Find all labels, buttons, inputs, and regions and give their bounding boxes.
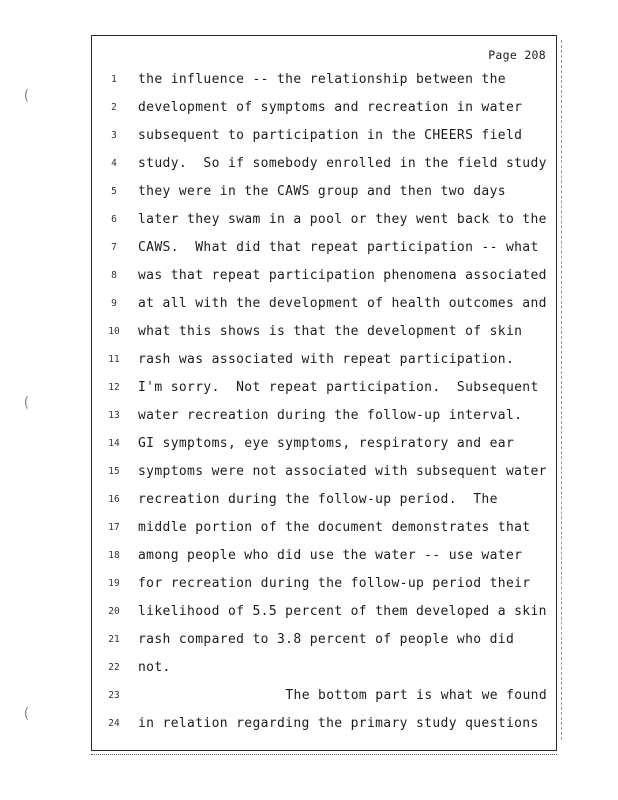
punch-hole-mark: ( <box>22 706 31 722</box>
line-text: they were in the CAWS group and then two days <box>138 184 506 199</box>
line-text: among people who did use the water -- use water <box>138 548 523 563</box>
line-number: 24 <box>108 718 120 729</box>
line-text: rash compared to 3.8 percent of people who did <box>138 632 515 647</box>
line-text: GI symptoms, eye symptoms, respiratory and ear <box>138 436 515 451</box>
punch-hole-mark: ( <box>22 395 31 411</box>
line-number: 20 <box>108 606 120 617</box>
line-number: 5 <box>111 186 117 197</box>
line-text: recreation during the follow-up period. The <box>138 492 498 507</box>
line-number: 10 <box>108 326 120 337</box>
line-text: water recreation during the follow-up interval. <box>138 408 523 423</box>
transcript-line <box>92 464 556 492</box>
line-number: 14 <box>108 438 120 449</box>
transcript-line <box>92 716 556 744</box>
line-number: 6 <box>111 214 117 225</box>
line-number: 21 <box>108 634 120 645</box>
line-number: 18 <box>108 550 120 561</box>
transcript-line <box>92 184 556 212</box>
line-text: the influence -- the relationship between the <box>138 72 506 87</box>
punch-hole-mark: ( <box>22 88 31 104</box>
line-text: in relation regarding the primary study questions <box>138 716 539 731</box>
transcript-line <box>92 156 556 184</box>
line-number: 8 <box>111 270 117 281</box>
line-text: later they swam in a pool or they went back to the <box>138 212 547 227</box>
transcript-line <box>92 548 556 576</box>
transcript-line <box>92 604 556 632</box>
line-text: subsequent to participation in the CHEERS field <box>138 128 523 143</box>
line-number: 19 <box>108 578 120 589</box>
line-number: 17 <box>108 522 120 533</box>
transcript-line <box>92 492 556 520</box>
transcript-line <box>92 352 556 380</box>
page-number: Page 208 <box>488 48 546 62</box>
transcript-line <box>92 632 556 660</box>
line-text: what this shows is that the development of skin <box>138 324 523 339</box>
line-text: CAWS. What did that repeat participation -- what <box>138 240 539 255</box>
transcript-line <box>92 212 556 240</box>
transcript-page <box>91 35 557 751</box>
line-number: 11 <box>108 354 120 365</box>
transcript-line <box>92 324 556 352</box>
transcript-line <box>92 576 556 604</box>
line-number: 12 <box>108 382 120 393</box>
transcript-line <box>92 240 556 268</box>
line-text: at all with the development of health outcomes and <box>138 296 547 311</box>
line-number: 13 <box>108 410 120 421</box>
line-number: 1 <box>111 74 117 85</box>
transcript-line <box>92 380 556 408</box>
line-text: likelihood of 5.5 percent of them developed a skin <box>138 604 547 619</box>
line-text: for recreation during the follow-up period their <box>138 576 531 591</box>
line-text: symptoms were not associated with subsequent water <box>138 464 547 479</box>
line-number: 4 <box>111 158 117 169</box>
transcript-line <box>92 296 556 324</box>
line-number: 9 <box>111 298 117 309</box>
transcript-line <box>92 72 556 100</box>
line-number: 22 <box>108 662 120 673</box>
line-text: was that repeat participation phenomena associated <box>138 268 547 283</box>
transcript-line <box>92 660 556 688</box>
line-text: study. So if somebody enrolled in the field study <box>138 156 547 171</box>
right-margin-rule <box>561 40 562 740</box>
line-number: 2 <box>111 102 117 113</box>
transcript-line <box>92 688 556 716</box>
line-text: I'm sorry. Not repeat participation. Subsequent <box>138 380 539 395</box>
bottom-rule <box>91 754 557 755</box>
line-number: 3 <box>111 130 117 141</box>
line-number: 23 <box>108 690 120 701</box>
line-number: 7 <box>111 242 117 253</box>
transcript-line <box>92 520 556 548</box>
line-number: 15 <box>108 466 120 477</box>
transcript-line <box>92 100 556 128</box>
line-text: middle portion of the document demonstrates that <box>138 520 531 535</box>
line-text: development of symptoms and recreation in water <box>138 100 523 115</box>
transcript-line <box>92 408 556 436</box>
line-text: rash was associated with repeat participation. <box>138 352 515 367</box>
line-text: not. <box>138 660 171 675</box>
transcript-line <box>92 128 556 156</box>
line-number: 16 <box>108 494 120 505</box>
transcript-line <box>92 268 556 296</box>
line-text: The bottom part is what we found <box>285 688 547 703</box>
transcript-line <box>92 436 556 464</box>
